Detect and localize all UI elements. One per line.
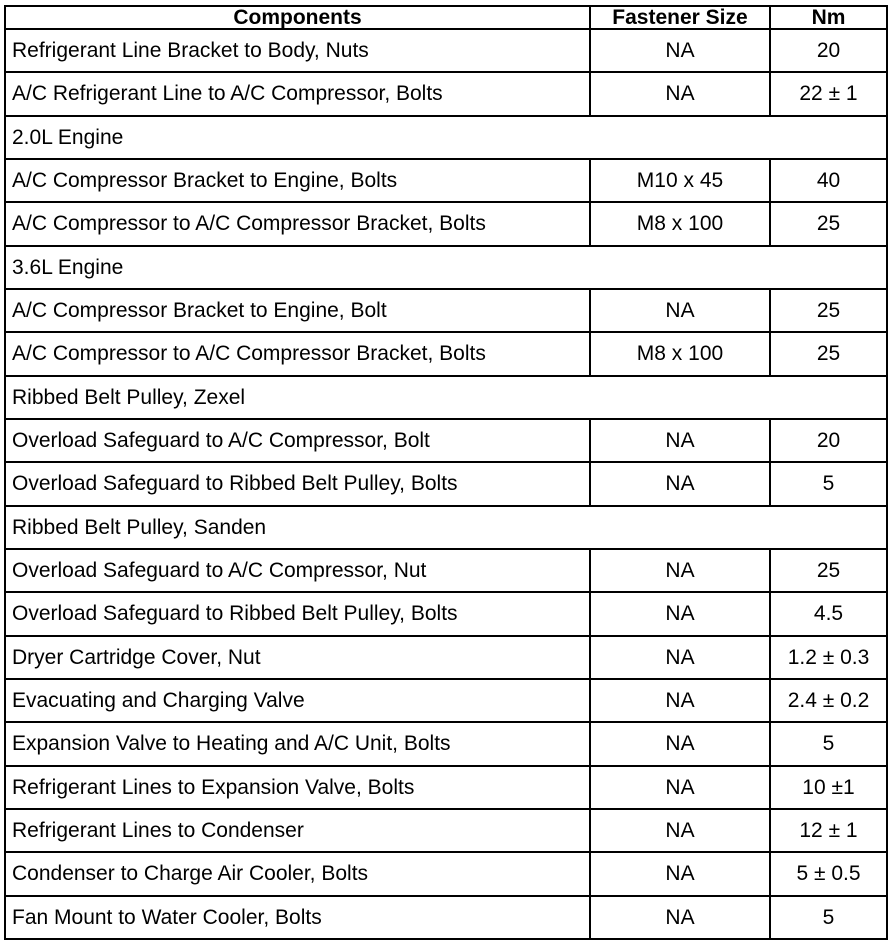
header-row [5, 6, 887, 29]
fastener-size-cell: M8 x 100 [590, 332, 770, 375]
component-cell: A/C Compressor to A/C Compressor Bracket, Bolts [5, 332, 590, 375]
component-cell: Condenser to Charge Air Cooler, Bolts [5, 852, 590, 895]
table-row [5, 202, 887, 245]
table-row [5, 852, 887, 895]
fastener-size-cell: NA [590, 29, 770, 72]
fastener-size-cell: NA [590, 809, 770, 852]
torque-nm-cell: 5 [770, 896, 887, 939]
torque-nm-cell: 4.5 [770, 592, 887, 635]
torque-nm-cell: 20 [770, 419, 887, 462]
table-row [5, 809, 887, 852]
section-label: Ribbed Belt Pulley, Zexel [5, 376, 887, 419]
torque-nm-cell: 5 [770, 722, 887, 765]
table-row [5, 679, 887, 722]
fastener-size-cell: NA [590, 896, 770, 939]
component-cell: Refrigerant Lines to Expansion Valve, Bolts [5, 766, 590, 809]
section-label: Ribbed Belt Pulley, Sanden [5, 506, 887, 549]
fastener-size-cell: NA [590, 722, 770, 765]
component-cell: Dryer Cartridge Cover, Nut [5, 636, 590, 679]
table-row [5, 896, 887, 939]
table-row [5, 289, 887, 332]
table-row [5, 159, 887, 202]
torque-nm-cell: 20 [770, 29, 887, 72]
component-cell: A/C Compressor to A/C Compressor Bracket, Bolts [5, 202, 590, 245]
torque-nm-cell: 25 [770, 289, 887, 332]
fastener-size-cell: NA [590, 419, 770, 462]
fastener-size-cell: NA [590, 636, 770, 679]
component-cell: Expansion Valve to Heating and A/C Unit, Bolts [5, 722, 590, 765]
table-row [5, 29, 887, 72]
fastener-size-cell: NA [590, 72, 770, 115]
component-cell: Overload Safeguard to A/C Compressor, Bolt [5, 419, 590, 462]
component-cell: Refrigerant Line Bracket to Body, Nuts [5, 29, 590, 72]
torque-nm-cell: 25 [770, 549, 887, 592]
table-row [5, 419, 887, 462]
header-components: Components [5, 6, 590, 29]
component-cell: Refrigerant Lines to Condenser [5, 809, 590, 852]
torque-nm-cell: 40 [770, 159, 887, 202]
fastener-size-cell: NA [590, 766, 770, 809]
fastener-size-cell: NA [590, 852, 770, 895]
component-cell: Overload Safeguard to Ribbed Belt Pulley, Bolts [5, 592, 590, 635]
torque-nm-cell: 25 [770, 202, 887, 245]
component-cell: A/C Compressor Bracket to Engine, Bolts [5, 159, 590, 202]
fastener-size-cell: NA [590, 592, 770, 635]
component-cell: Overload Safeguard to A/C Compressor, Nut [5, 549, 590, 592]
torque-nm-cell: 12 ± 1 [770, 809, 887, 852]
table-body [5, 29, 887, 939]
section-row [5, 376, 887, 419]
torque-nm-cell: 10 ±1 [770, 766, 887, 809]
fastener-size-cell: M10 x 45 [590, 159, 770, 202]
section-label: 2.0L Engine [5, 116, 887, 159]
fastener-size-cell: M8 x 100 [590, 202, 770, 245]
table-row [5, 722, 887, 765]
header-nm: Nm [770, 6, 887, 29]
section-row [5, 246, 887, 289]
component-cell: Evacuating and Charging Valve [5, 679, 590, 722]
component-cell: Overload Safeguard to Ribbed Belt Pulley, Bolts [5, 462, 590, 505]
fastener-size-cell: NA [590, 289, 770, 332]
fastener-size-cell: NA [590, 679, 770, 722]
torque-nm-cell: 2.4 ± 0.2 [770, 679, 887, 722]
section-label: 3.6L Engine [5, 246, 887, 289]
fastener-size-cell: NA [590, 462, 770, 505]
table-row [5, 72, 887, 115]
component-cell: Fan Mount to Water Cooler, Bolts [5, 896, 590, 939]
torque-nm-cell: 5 ± 0.5 [770, 852, 887, 895]
fastener-size-cell: NA [590, 549, 770, 592]
component-cell: A/C Compressor Bracket to Engine, Bolt [5, 289, 590, 332]
section-row [5, 116, 887, 159]
component-cell: A/C Refrigerant Line to A/C Compressor, Bolts [5, 72, 590, 115]
table-row [5, 462, 887, 505]
table-row [5, 592, 887, 635]
torque-nm-cell: 25 [770, 332, 887, 375]
table-row [5, 332, 887, 375]
torque-spec-table [4, 5, 888, 940]
table-row [5, 549, 887, 592]
table-row [5, 766, 887, 809]
torque-nm-cell: 1.2 ± 0.3 [770, 636, 887, 679]
table-row [5, 636, 887, 679]
torque-nm-cell: 5 [770, 462, 887, 505]
section-row [5, 506, 887, 549]
header-fastener-size: Fastener Size [590, 6, 770, 29]
torque-nm-cell: 22 ± 1 [770, 72, 887, 115]
